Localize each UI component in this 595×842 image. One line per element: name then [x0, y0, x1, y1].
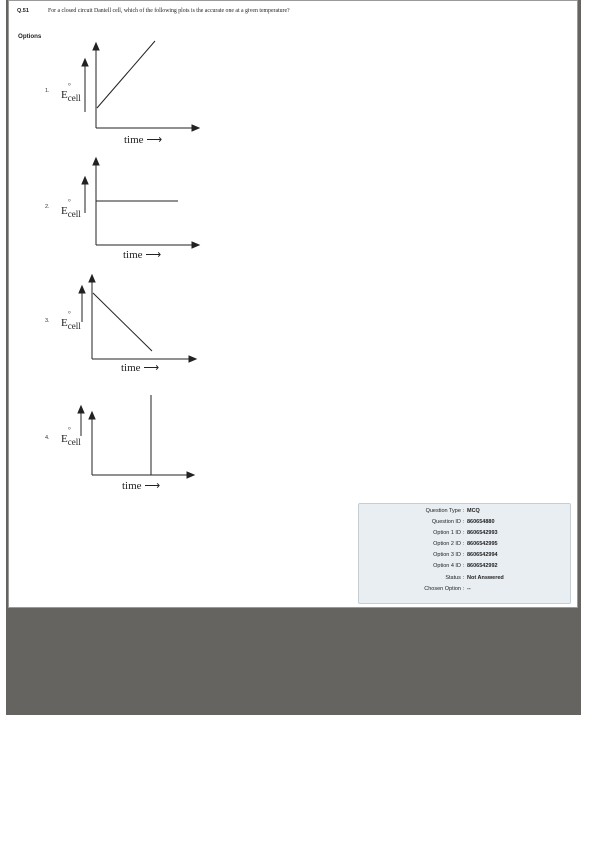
option-1-plot [0, 38, 210, 138]
y-axis-label: E ° $_{cell}$ [61, 82, 81, 103]
y-axis-label: E ° $_{cell}$ [61, 426, 81, 447]
question-number: Q.51 [17, 8, 29, 14]
y-axis-label: E ° $_{cell}$ [61, 310, 81, 331]
e-cell-arrow-head [78, 406, 84, 413]
option-number: 4. [45, 435, 50, 441]
y-axis-arrow [89, 275, 95, 282]
question-id-row: Question ID : 860654880 [431, 519, 495, 525]
option-number: 2. [45, 204, 50, 210]
option-number: 1. [45, 88, 50, 94]
x-axis-arrow [189, 356, 196, 362]
right-arrow-icon: ⟶ [143, 362, 160, 374]
right-arrow-icon: ⟶ [145, 249, 162, 261]
x-axis-label: time ⟶ [122, 480, 161, 492]
option-2-plot [0, 153, 210, 253]
e-cell-arrow-head [82, 59, 88, 66]
question-type-value: MCQ [467, 508, 480, 514]
x-axis-label: time ⟶ [123, 249, 162, 261]
right-arrow-icon: ⟶ [144, 480, 161, 492]
option-number: 3. [45, 318, 50, 324]
option4-id-row: Option 4 ID : 8606542992 [433, 563, 498, 569]
option1-id-value: 8606542993 [467, 530, 498, 536]
option-4-plot [0, 382, 210, 482]
option-3-plot [0, 270, 210, 370]
y-axis-label: E ° $_{cell}$ [61, 198, 81, 219]
x-axis-label: time ⟶ [124, 134, 163, 146]
x-axis-arrow [192, 125, 199, 131]
e-cell-arrow-head [82, 177, 88, 184]
option2-id-value: 8606542995 [467, 541, 498, 547]
option3-id-value: 8606542994 [467, 552, 498, 558]
question-info-panel [358, 503, 571, 604]
options-heading: Options [18, 33, 42, 40]
right-arrow-icon: ⟶ [146, 134, 163, 146]
option4-id-value: 8606542992 [467, 563, 498, 569]
question-type-row: Question Type : MCQ [425, 508, 480, 514]
plot-line [93, 293, 152, 351]
chosen-option-value: -- [467, 586, 471, 592]
chosen-option-row: Chosen Option : -- [424, 586, 471, 592]
option3-id-row: Option 3 ID : 8606542994 [433, 552, 498, 558]
question-text: For a closed circuit Daniell cell, which of the following plots is the accurate one at a given temperature? [48, 8, 290, 14]
question-id-value: 860654880 [467, 519, 495, 525]
x-axis-label: time ⟶ [121, 362, 160, 374]
x-axis-arrow [187, 472, 194, 478]
y-axis-arrow [93, 43, 99, 50]
status-value: Not Answered [467, 575, 504, 581]
plot-line [97, 41, 155, 108]
y-axis-arrow [89, 412, 95, 419]
y-axis-arrow [93, 158, 99, 165]
option2-id-row: Option 2 ID : 8606542995 [433, 541, 498, 547]
x-axis-arrow [192, 242, 199, 248]
option1-id-row: Option 1 ID : 8606542993 [433, 530, 498, 536]
e-cell-arrow-head [79, 286, 85, 293]
status-row: Status : Not Answered [445, 575, 504, 581]
